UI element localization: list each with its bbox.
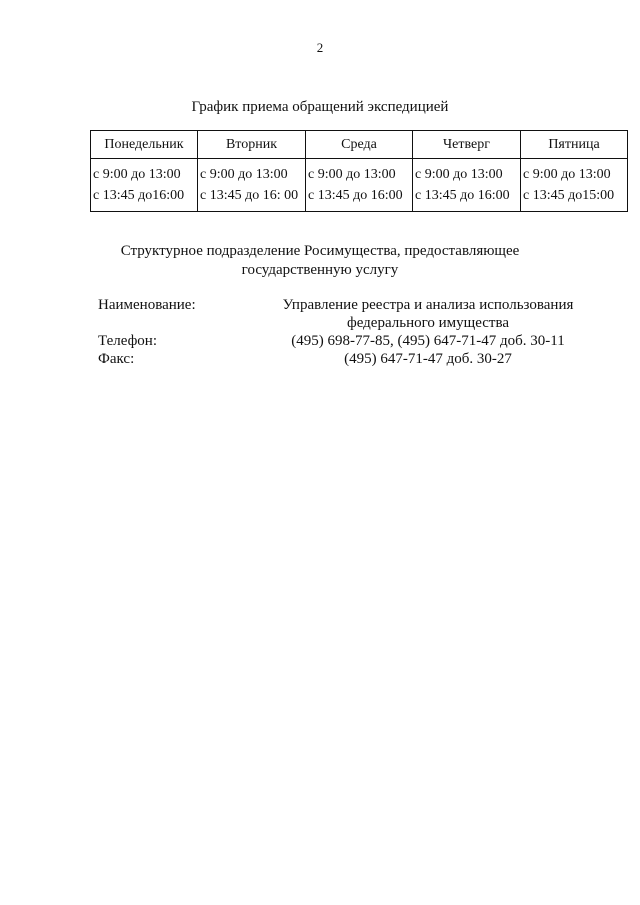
division-heading: [0, 242, 640, 280]
phone-value: (495) 698-77-85, (495) 647-71-47 доб. 30-11: [291, 333, 565, 349]
name-value-line1: Управление реестра и анализа использования: [282, 297, 574, 313]
morning-hours: с 9:00 до 13:00: [523, 167, 611, 182]
day-header-thursday: Четверг: [413, 131, 521, 159]
afternoon-hours: с 13:45 до 16:00: [308, 188, 403, 203]
day-header-tuesday: Вторник: [198, 131, 306, 159]
morning-hours: с 9:00 до 13:00: [200, 167, 288, 182]
hours-cell-thursday: [413, 159, 521, 212]
schedule-title: График приема обращений экспедицией: [191, 99, 449, 115]
morning-hours: с 9:00 до 13:00: [308, 167, 396, 182]
division-heading-line1: Структурное подразделение Росимущества, предоставляющее: [120, 243, 520, 259]
phone-label: Телефон:: [98, 333, 157, 349]
division-heading-line2: государственную услугу: [241, 262, 399, 278]
fax-value: (495) 647-71-47 доб. 30-27: [344, 351, 512, 367]
hours-cell-wednesday: [306, 159, 413, 212]
afternoon-hours: с 13:45 до 16: 00: [200, 188, 299, 203]
day-header-monday: Понедельник: [91, 131, 198, 159]
hours-cell-tuesday: [198, 159, 306, 212]
hours-cell-friday: [521, 159, 628, 212]
schedule-header-row: [91, 131, 628, 159]
morning-hours: с 9:00 до 13:00: [93, 167, 181, 182]
name-value: [240, 296, 616, 332]
hours-cell-monday: [91, 159, 198, 212]
page-number: 2: [316, 40, 324, 55]
afternoon-hours: с 13:45 до15:00: [523, 188, 615, 203]
fax-label: Факс:: [98, 351, 135, 367]
name-value-line2: федерального имущества: [347, 315, 509, 331]
schedule-table: [90, 130, 628, 212]
morning-hours: с 9:00 до 13:00: [415, 167, 503, 182]
day-header-wednesday: Среда: [306, 131, 413, 159]
schedule-hours-row: [91, 159, 628, 212]
name-label: Наименование:: [98, 297, 196, 313]
day-header-friday: Пятница: [521, 131, 628, 159]
afternoon-hours: с 13:45 до 16:00: [415, 188, 510, 203]
afternoon-hours: с 13:45 до16:00: [93, 188, 185, 203]
